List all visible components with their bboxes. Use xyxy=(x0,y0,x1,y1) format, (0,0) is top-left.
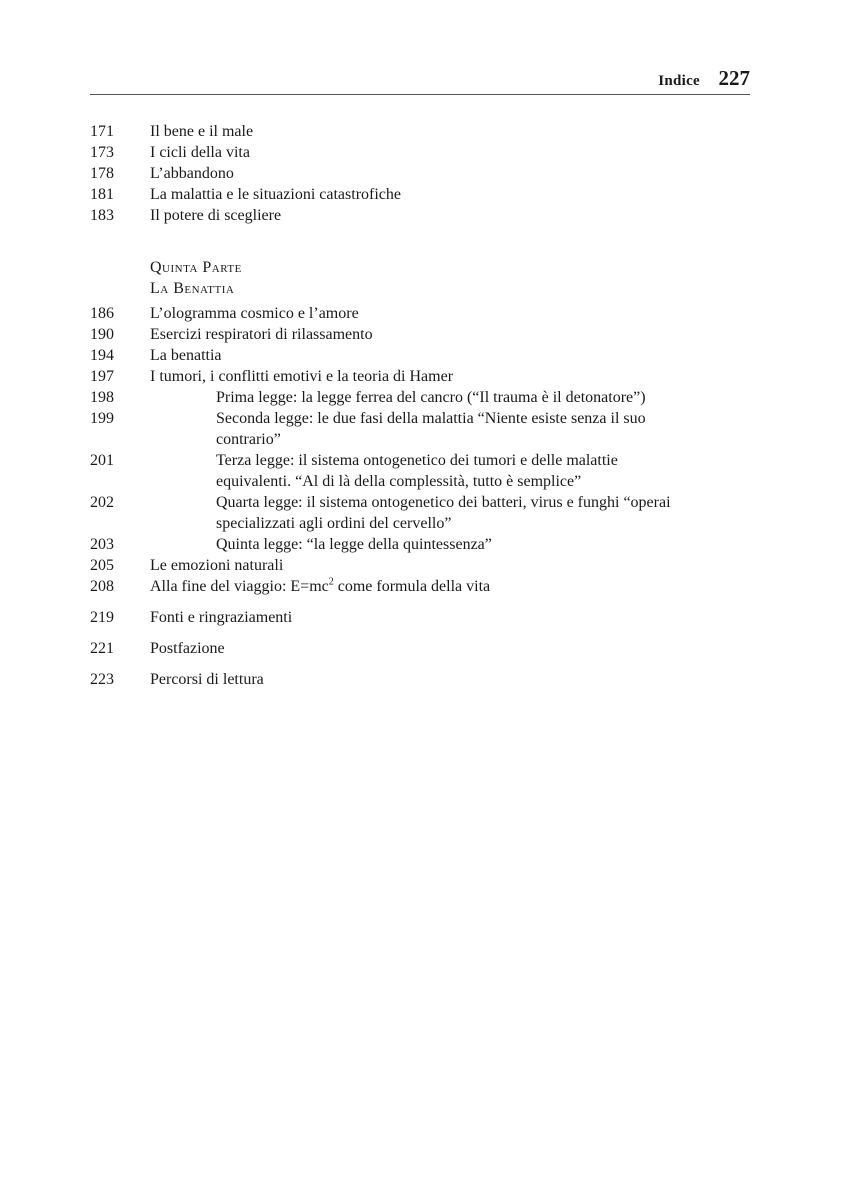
part-label: Quinta Parte xyxy=(150,259,242,276)
toc-entry xyxy=(90,576,750,597)
toc-title: Esercizi respiratori di rilassamento xyxy=(150,326,373,343)
toc-title: I tumori, i conflitti emotivi e la teoria di Hamer xyxy=(150,368,454,385)
toc-title: Seconda legge: le due fasi della malattia “Niente esiste senza il suo contrario” xyxy=(216,410,646,448)
toc-page-number: 205 xyxy=(90,557,114,574)
toc-page-number: 190 xyxy=(90,326,114,343)
toc-subentry xyxy=(90,492,750,534)
toc-title: Percorsi di lettura xyxy=(150,671,264,688)
toc-title: I cicli della vita xyxy=(150,144,250,161)
toc-title: Fonti e ringraziamenti xyxy=(150,609,293,626)
toc-entry xyxy=(90,638,750,659)
toc-title: Terza legge: il sistema ontogenetico dei tumori e delle malattie equivalenti. “Al di là della complessità, tutto è semplice” xyxy=(216,452,618,490)
toc-title: Il bene e il male xyxy=(150,123,254,140)
toc-page-number: 201 xyxy=(90,452,114,469)
toc-page-number: 208 xyxy=(90,578,114,595)
toc-page-number: 197 xyxy=(90,368,114,385)
toc-page-number: 203 xyxy=(90,536,114,553)
toc-entry xyxy=(90,345,750,366)
toc-title: L’ologramma cosmico e l’amore xyxy=(150,305,359,322)
toc-page-number: 223 xyxy=(90,671,114,688)
toc-entry xyxy=(90,324,750,345)
toc-page-number: 194 xyxy=(90,347,114,364)
toc-title: La malattia e le situazioni catastrofiche xyxy=(150,186,401,203)
toc-page-number: 171 xyxy=(90,123,114,140)
toc-entry xyxy=(90,669,750,690)
toc-entry xyxy=(90,184,750,205)
toc-title-suffix: come formula della vita xyxy=(333,578,491,595)
part-heading xyxy=(90,257,750,300)
running-head: Indice xyxy=(658,73,700,89)
toc-page-number: 186 xyxy=(90,305,114,322)
toc-title: La benattia xyxy=(150,347,222,364)
toc-page-number: 178 xyxy=(90,165,114,182)
table-of-contents xyxy=(90,121,750,690)
toc-title-prefix: Alla fine del viaggio: E=mc xyxy=(150,578,329,595)
toc-entry xyxy=(90,121,750,142)
toc-subentry xyxy=(90,534,750,555)
toc-entry xyxy=(90,142,750,163)
page-number: 227 xyxy=(718,66,750,90)
toc-title xyxy=(150,576,750,597)
toc-page-number: 221 xyxy=(90,640,114,657)
toc-entry xyxy=(90,555,750,576)
toc-subentry xyxy=(90,450,750,492)
toc-entry xyxy=(90,366,750,387)
toc-page-number: 173 xyxy=(90,144,114,161)
toc-title: L’abbandono xyxy=(150,165,234,182)
toc-page-number: 219 xyxy=(90,609,114,626)
toc-title: Prima legge: la legge ferrea del cancro (“Il trauma è il detonatore”) xyxy=(216,389,646,406)
toc-title: Le emozioni naturali xyxy=(150,557,284,574)
part-title: La Benattia xyxy=(150,280,235,297)
toc-page-number: 202 xyxy=(90,494,114,511)
toc-entry xyxy=(90,205,750,226)
toc-page-number: 198 xyxy=(90,389,114,406)
superscript: 2 xyxy=(328,576,334,588)
toc-title: Quarta legge: il sistema ontogenetico dei batteri, virus e funghi “operai specializzati agli ordini del cervello” xyxy=(216,494,671,532)
toc-subentry xyxy=(90,387,750,408)
toc-entry xyxy=(90,163,750,184)
toc-page-number: 181 xyxy=(90,186,114,203)
toc-entry xyxy=(90,607,750,628)
toc-title: Postfazione xyxy=(150,640,225,657)
toc-title: Il potere di scegliere xyxy=(150,207,282,224)
toc-subentry xyxy=(90,408,750,450)
page-header xyxy=(90,64,750,95)
toc-entry xyxy=(90,303,750,324)
toc-page-number: 183 xyxy=(90,207,114,224)
toc-title: Quinta legge: “la legge della quintessenza” xyxy=(216,536,492,553)
toc-page-number: 199 xyxy=(90,410,114,427)
